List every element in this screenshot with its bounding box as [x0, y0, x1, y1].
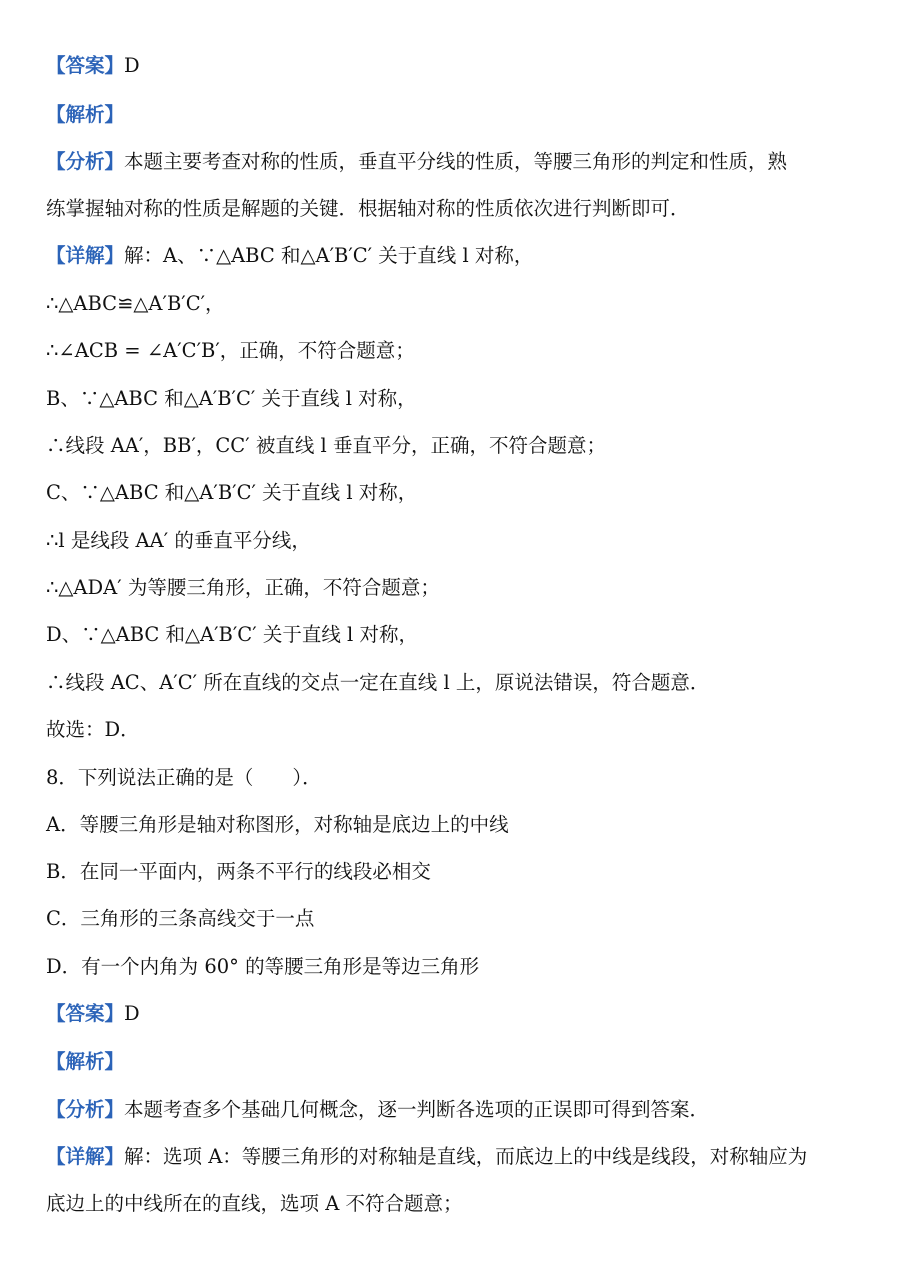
- analysis-text: 本题考查多个基础几何概念，逐一判断各选项的正误即可得到答案．: [124, 1098, 710, 1121]
- text-line: ∴△ABC≌△A′B′C′，: [46, 292, 225, 315]
- option-b: B．在同一平面内，两条不平行的线段必相交: [46, 860, 431, 883]
- detail-text: 解：A、∵△ABC 和△A′B′C′ 关于直线 l 对称，: [124, 244, 534, 267]
- text-line: ∴l 是线段 AA′ 的垂直平分线，: [46, 529, 311, 552]
- analysis-tag: 【解析】: [46, 1050, 125, 1073]
- analysis-line: [46, 1096, 709, 1124]
- answer-line: [46, 52, 140, 80]
- text-line: D、∵△ABC 和△A′B′C′ 关于直线 l 对称，: [46, 623, 418, 646]
- text-line: ∴△ADA′ 为等腰三角形，正确，不符合题意；: [46, 576, 440, 599]
- detail-line: [46, 1143, 807, 1171]
- answer-text: D: [124, 1002, 140, 1025]
- question-stem: 8．下列说法正确的是（ ）．: [46, 766, 322, 789]
- analysis-subtag: 【分析】: [46, 1098, 125, 1121]
- analysis-line: [46, 148, 787, 176]
- text-line: C、∵△ABC 和△A′B′C′ 关于直线 l 对称，: [46, 481, 418, 504]
- analysis-text: 本题主要考查对称的性质，垂直平分线的性质，等腰三角形的判定和性质，熟: [124, 150, 788, 173]
- text-line: B、∵△ABC 和△A′B′C′ 关于直线 l 对称，: [46, 387, 417, 410]
- option-d: D．有一个内角为 60° 的等腰三角形是等边三角形: [46, 955, 480, 978]
- detail-tag: 【详解】: [46, 1145, 125, 1168]
- analysis-heading: [46, 1048, 124, 1076]
- answer-tag: 【答案】: [46, 1002, 125, 1025]
- answer-tag: 【答案】: [46, 54, 125, 77]
- detail-line: [46, 242, 533, 270]
- detail-text: 解：选项 A：等腰三角形的对称轴是直线，而底边上的中线是线段，对称轴应为: [124, 1145, 808, 1168]
- text-line: 底边上的中线所在的直线，选项 A 不符合题意；: [46, 1192, 463, 1215]
- analysis-heading: [46, 101, 124, 129]
- answer-line: [46, 1000, 140, 1028]
- analysis-tag: 【解析】: [46, 103, 125, 126]
- text-line: 故选：D．: [46, 718, 140, 741]
- text-line: ∴线段 AA′，BB′，CC′ 被直线 l 垂直平分，正确，不符合题意；: [46, 434, 606, 457]
- option-c: C．三角形的三条高线交于一点: [46, 907, 315, 930]
- text-line: ∴线段 AC、A′C′ 所在直线的交点一定在直线 l 上，原说法错误，符合题意．: [46, 671, 710, 694]
- text-line: ∴∠ACB = ∠A′C′B′，正确，不符合题意；: [46, 339, 415, 362]
- analysis-subtag: 【分析】: [46, 150, 125, 173]
- detail-tag: 【详解】: [46, 244, 125, 267]
- text-line: 练掌握轴对称的性质是解题的关键．根据轴对称的性质依次进行判断即可．: [46, 197, 690, 220]
- answer-text: D: [124, 54, 140, 77]
- option-a: A．等腰三角形是轴对称图形，对称轴是底边上的中线: [46, 813, 509, 836]
